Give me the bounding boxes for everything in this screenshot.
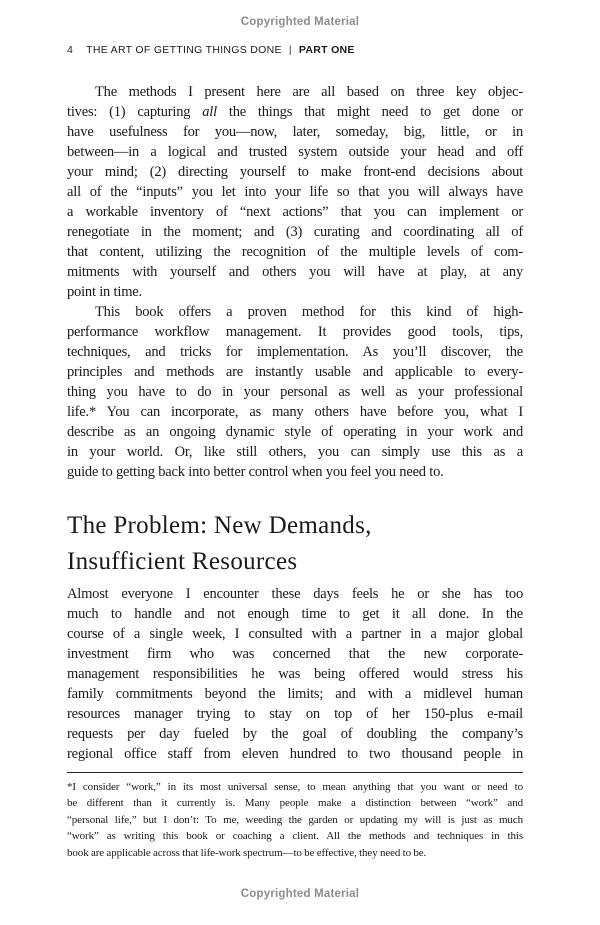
text-line: family commitments beyond the limits; and with a midlevel human [67,686,523,702]
text-line: requests per day fueled by the goal of doubling the company’s [67,726,523,742]
text-line: regional office staff from eleven hundred to two thousand people in [67,746,523,762]
text-line: guide to getting back into better control when you feel you need to. [67,464,444,480]
paragraph-new-demands [67,584,523,764]
text-line: point in time. [67,284,142,300]
heading-line: The Problem: New Demands, [67,512,372,539]
copyright-notice-top: Copyrighted Material [240,16,360,28]
text-line: all of the “inputs” you let into your life so that you will always have [67,184,523,200]
heading-line: Insufficient Resources [67,548,298,575]
book-title: THE ART OF GETTING THINGS DONE [86,44,282,56]
section-heading [67,508,523,580]
footnote-line: be different than it currently is. Many people make a distinction between “work” and [67,797,523,810]
header-separator: | [288,44,292,56]
text-line: describe as an ongoing dynamic style of operating in your work and [67,424,523,440]
text-line: performance workflow management. It provides good tools, tips, [67,324,523,340]
text-line: mitments with yourself and others you will have at play, at any [67,264,523,280]
text-line: between—in a logical and trusted system outside your head and off [67,144,523,160]
text-line: resources manager trying to stay on top of her 150-plus e-mail [67,706,523,722]
text-line: your mind; (2) directing yourself to make front-end decisions about [67,164,523,180]
text-line: renegotiate in the moment; and (3) curating and coordinating all of [67,224,523,240]
text-line: management responsibilities he was being offered would stress his [67,666,523,682]
text-line: This book offers a proven method for this kind of high- [95,304,523,320]
paragraph-objectives [67,82,523,302]
italic-text: all [202,104,217,120]
text-line: in your world. Or, like still others, you can simply use this as a [67,444,523,460]
part-label: PART ONE [298,44,355,56]
text-line: Almost everyone I encounter these days feels he or she has too [67,586,523,602]
text-line [67,102,523,122]
text-line: techniques, and tricks for implementation. As you’ll discover, the [67,344,523,360]
text-line: a workable inventory of “next actions” that you can implement or [67,204,523,220]
footnote-divider [67,772,523,773]
page-content [67,44,523,861]
text-line: The methods I present here are all based on three key objec- [95,84,523,100]
text-line: investment firm who was concerned that the new corporate- [67,646,523,662]
text-line: have usefulness for you—now, later, someday, big, little, or in [67,124,523,140]
copyright-notice-bottom: Copyrighted Material [240,888,360,900]
text-line: principles and methods are instantly usable and applicable to every- [67,364,523,380]
footnote-line: “personal life,” but I don’t: To me, weeding the garden or updating my will is just as much [67,813,523,826]
text-line: that content, utilizing the recognition of the multiple levels of com- [67,244,523,260]
text-segment: the things that might need to get done or [216,104,523,120]
footnote [67,779,523,861]
text-line: life.* You can incorporate, as many others have before you, what I [67,404,523,420]
page-number: 4 [67,44,74,56]
text-line: much to handle and not enough time to get it all done. In the [67,606,523,622]
text-line: course of a single week, I consulted with a partner in a major global [67,626,523,642]
paragraph-book-method [67,302,523,482]
footnote-line: book are applicable across that life-work spectrum—to be effective, they need to be. [67,846,427,859]
running-header [67,44,523,56]
footnote-line: “work” as writing this book or coaching a client. All the methods and techniques in this [67,830,523,843]
text-line: thing you have to do in your personal as well as your professional [67,384,523,400]
text-segment: tives: (1) capturing [67,104,203,120]
footnote-line: *I consider “work,” in its most universal sense, to mean anything that you want or need to [67,781,523,793]
